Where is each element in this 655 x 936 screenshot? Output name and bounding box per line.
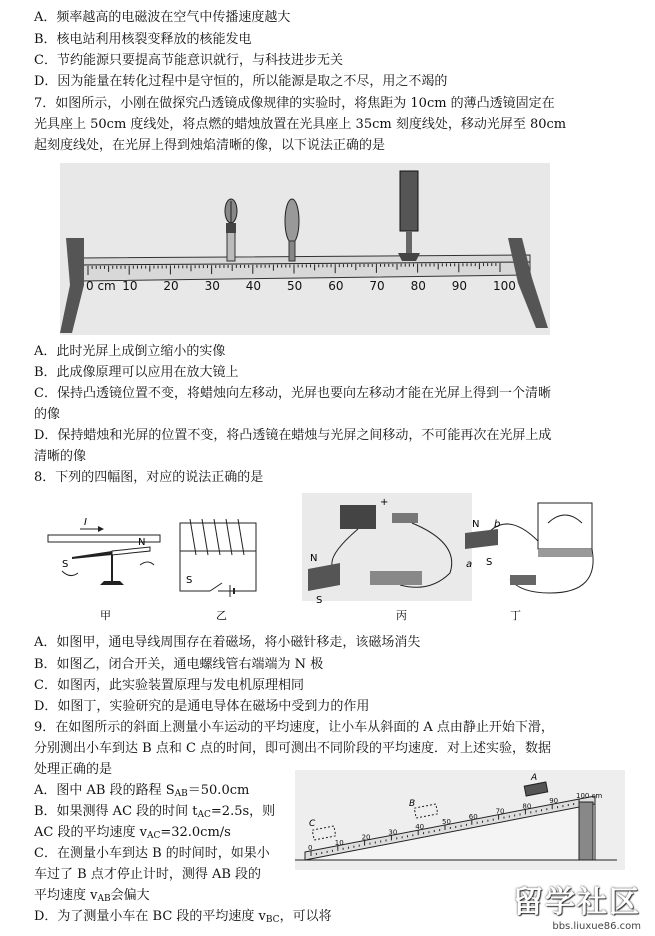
q7-option-c-line2: 的像 — [34, 407, 61, 422]
incline-label-c: C — [309, 819, 316, 829]
bench-scale-label: 100 — [493, 279, 516, 293]
ding-a-label: a — [466, 559, 473, 570]
ding-b-label: b — [494, 519, 501, 530]
q9-option-c-line3: 平均速度 $v_{AB}$会偏大 — [34, 888, 150, 904]
bench-scale-label: 20 — [163, 279, 179, 293]
q9-stem-line2: 分别测出小车到达 B 点和 C 点的时间，即可测出不同阶段的平均速度．对上述实验，数据 — [34, 741, 552, 756]
incline-scale-label: 70 — [495, 807, 505, 816]
q7-stem-line3: 起刻度线处，在光屏上得到烛焰清晰的像，以下说法正确的是 — [34, 138, 386, 153]
bench-scale-label: 70 — [369, 279, 385, 293]
incline-scale-label: 40 — [415, 823, 425, 832]
optical-bench-figure — [60, 163, 550, 335]
jia-n-label: N — [138, 537, 146, 548]
incline-scale-label: 60 — [468, 812, 478, 821]
q7-stem-line2: 光具座上 50cm 度线处，将点燃的蜡烛放置在光具座上 35cm 刻度线处，移动光屏至 80cm — [34, 117, 567, 132]
four-magnetism-figures — [40, 493, 615, 633]
q7-option-c-line1: C．保持凸透镜位置不变，将蜡烛向左移动，光屏也要向左移动才能在光屏上得到一个清晰 — [34, 386, 551, 401]
bench-scale-label: 0 cm — [86, 279, 116, 293]
bing-n-label: N — [310, 553, 318, 564]
figure-ding — [465, 503, 593, 622]
q6-option-c: C．节约能源只要提高节能意识就行，与科技进步无关 — [34, 53, 343, 68]
q8-option-b: B．如图乙，闭合开关，通电螺线管右端端为 N 极 — [34, 657, 324, 672]
bing-s-label: S — [316, 595, 323, 606]
q9-option-d: D．为了测量小车在 BC 段的平均速度 $v_{BC}$，可以将 — [34, 909, 332, 925]
q6-option-b: B．核电站利用核裂变释放的核能发电 — [34, 32, 252, 47]
jia-caption: 甲 — [100, 609, 111, 622]
q9-stem-line1: 9．在如图所示的斜面上测量小车运动的平均速度，让小车从斜面的 A 点由静止开始下滑， — [34, 720, 554, 735]
incline-scale-label: 50 — [442, 818, 451, 826]
incline-label-a: A — [531, 773, 538, 783]
ding-caption: 丁 — [510, 609, 521, 622]
ding-n-label: N — [472, 519, 480, 530]
bench-scale-label: 90 — [451, 279, 468, 293]
incline-label-b: B — [409, 799, 416, 809]
figure-bing — [302, 493, 472, 622]
q8-stem: 8．下列的四幅图，对应的说法正确的是 — [34, 470, 264, 485]
incline-scale-label: 10 — [334, 838, 344, 847]
watermark-title: 留学社区 — [513, 885, 641, 920]
watermark — [513, 877, 641, 932]
bench-scale-label: 60 — [328, 279, 344, 293]
q8-option-c: C．如图丙，此实验装置原理与发电机原理相同 — [34, 678, 304, 693]
q7-option-d-line1: D．保持蜡烛和光屏的位置不变，将凸透镜在蜡烛与光屏之间移动，不可能再次在光屏上成 — [34, 428, 552, 443]
q9-stem-line3: 处理正确的是 — [34, 762, 113, 777]
incline-scale-label: 0 — [308, 844, 313, 852]
bench-scale-label: 10 — [122, 279, 138, 293]
bench-scale-label: 30 — [204, 279, 220, 293]
q9-option-b-line1: B．如果测得 AC 段的时间 $t_{AC}=2.5s$，则 — [34, 804, 276, 820]
incline-scale-label: 100 cm — [576, 792, 603, 800]
figure-yi — [180, 519, 256, 622]
bench-scale-label: 40 — [245, 279, 262, 293]
bench-scale-label: 50 — [287, 279, 303, 293]
ding-s-label: S — [486, 557, 493, 568]
q6-option-d: D．因为能量在转化过程中是守恒的，所以能源是取之不尽，用之不竭的 — [34, 74, 448, 89]
q7-option-d-line2: 清晰的像 — [34, 449, 87, 464]
yi-caption: 乙 — [216, 609, 227, 622]
q7-stem-line1: 7．如图所示，小刚在做探究凸透镜成像规律的实验时，将焦距为 10cm 的薄凸透镜固定在 — [34, 96, 555, 111]
q8-option-a: A．如图甲，通电导线周围存在着磁场，将小磁针移走，该磁场消失 — [34, 635, 421, 650]
figure-jia — [48, 517, 160, 622]
watermark-url: bbs.liuxue86.com — [552, 921, 641, 932]
bing-caption: 丙 — [396, 609, 407, 622]
q9-option-c-line1: C．在测量小车到达 B 的时间时，如果小 — [34, 846, 270, 861]
incline-scale-label: 20 — [361, 833, 371, 842]
incline-scale-label: 90 — [549, 797, 559, 806]
incline-figure — [295, 770, 625, 870]
jia-s-label: S — [62, 559, 69, 570]
q9-option-c-line2: 车过了 B 点才停止计时，测得 AB 段的 — [34, 867, 262, 882]
incline-scale-label: 80 — [522, 802, 532, 811]
candle-holder — [225, 199, 237, 261]
bench-scale-label: 80 — [410, 279, 426, 293]
bing-plus-label: + — [380, 497, 389, 508]
jia-current-label: I — [84, 517, 87, 528]
q6-option-a: A．频率越高的电磁波在空气中传播速度越大 — [34, 10, 291, 25]
q9-option-b-line2: AC 段的平均速度 $v_{AC}=32.0cm/s$ — [34, 825, 231, 841]
q9-option-a: A．图中 AB 段的路程 $S_{AB}=50.0cm$ — [34, 783, 250, 799]
q7-option-a: A．此时光屏上成倒立缩小的实像 — [34, 344, 226, 359]
q8-option-d: D．如图丁，实验研究的是通电导体在磁场中受到力的作用 — [34, 699, 370, 714]
q7-option-b: B．此成像原理可以应用在放大镜上 — [34, 365, 239, 380]
yi-s-label: S — [186, 575, 193, 586]
incline-scale-label: 30 — [388, 828, 398, 837]
